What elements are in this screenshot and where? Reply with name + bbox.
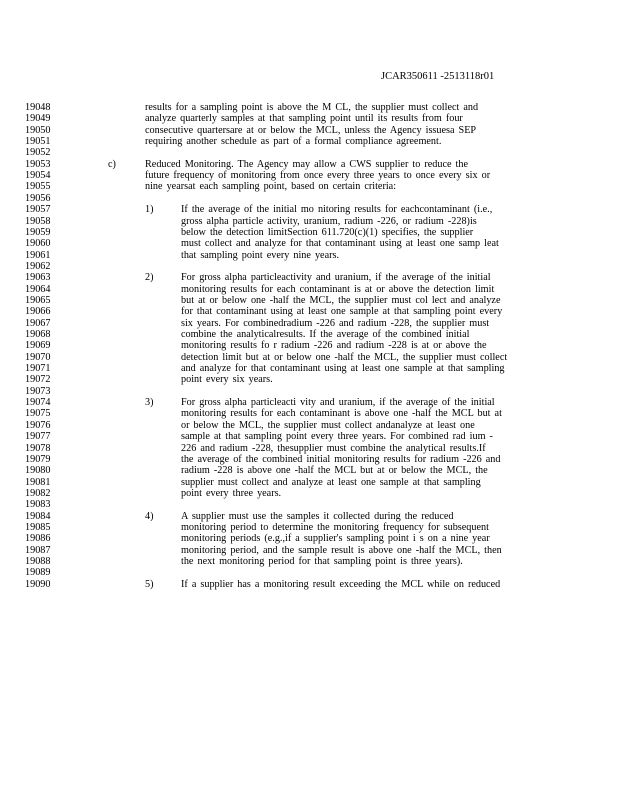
list-marker: 3) <box>145 397 154 409</box>
line-number: 19084 <box>25 510 51 522</box>
line-text: point every three years. <box>181 487 282 499</box>
list-marker: c) <box>108 158 116 170</box>
line-number: 19082 <box>25 487 51 499</box>
line-number: 19087 <box>25 544 51 556</box>
line-text: monitoring results fo r radium -226 and radium -228 is at or above the <box>181 340 487 352</box>
line-number: 19052 <box>25 147 51 159</box>
line-number: 19070 <box>25 351 51 363</box>
line-text: monitoring period to determine the monitoring frequency for subsequent <box>181 521 489 533</box>
line-number: 19055 <box>25 181 51 193</box>
line-number: 19063 <box>25 272 51 284</box>
line-number: 19057 <box>25 204 51 216</box>
line-number: 19061 <box>25 249 51 261</box>
line-text: must collect and analyze for that contaminant using at least one samp leat <box>181 238 499 250</box>
line-text: the average of the combined initial monitoring results for radium -226 and <box>181 453 501 465</box>
line-text: sample at that sampling point every three years. For combined rad ium - <box>181 431 493 443</box>
line-text: 226 and radium -228, thesupplier must combine the analytical results.If <box>181 442 486 454</box>
line-number: 19054 <box>25 170 51 182</box>
line-number: 19062 <box>25 260 51 272</box>
line-number: 19078 <box>25 442 51 454</box>
line-number: 19088 <box>25 556 51 567</box>
line-text: A supplier must use the samples it collected during the reduced <box>181 510 454 522</box>
line-text: six years. For combinedradium -226 and radium -228, the supplier must <box>181 317 490 329</box>
line-text: that sampling point every nine years. <box>181 249 340 261</box>
line-text: detection limit but at or below one -half the MCL, the supplier must collect <box>181 351 508 363</box>
line-text: for that contaminant using at least one sample at that sampling point every <box>181 306 503 318</box>
line-number: 19049 <box>25 113 51 125</box>
line-number: 19048 <box>25 102 51 113</box>
line-text: monitoring period, and the sample result is above one -half the MCL, then <box>181 544 502 556</box>
line-number: 19089 <box>25 567 51 579</box>
line-number: 19059 <box>25 226 51 238</box>
line-text: future frequency of monitoring from once every three years to once every six or <box>145 170 491 182</box>
line-text: point every six years. <box>181 374 273 386</box>
line-number: 19066 <box>25 306 51 318</box>
line-number: 19060 <box>25 238 51 250</box>
line-text: If the average of the initial mo nitoring results for eachcontaminant (i.e., <box>181 204 493 216</box>
line-number: 19074 <box>25 397 51 409</box>
list-marker: 2) <box>145 272 154 284</box>
line-number: 19086 <box>25 533 51 545</box>
line-number: 19077 <box>25 431 51 443</box>
line-text: consecutive quartersare at or below the MCL, unless the Agency issuesa SEP <box>145 124 477 136</box>
line-number: 19067 <box>25 317 51 329</box>
line-number: 19081 <box>25 476 51 488</box>
line-text: nine yearsat each sampling point, based on certain criteria: <box>145 181 397 193</box>
line-text: gross alpha particle activity, uranium, radium -226, or radium -228)is <box>181 215 477 227</box>
line-text: analyze quarterly samples at that sampling point until its results from four <box>145 113 463 125</box>
document-line <box>0 578 618 591</box>
line-number: 19065 <box>25 294 51 306</box>
line-text: combine the analyticalresults. If the average of the combined initial <box>181 329 470 340</box>
line-text: radium -228 is above one -half the MCL but at or below the MCL, the <box>181 465 488 477</box>
line-text: but at or below one -half the MCL, the supplier must col lect and analyze <box>181 294 501 306</box>
line-number: 19085 <box>25 521 51 533</box>
line-text: and analyze for that contaminant using at least one sample at that sampling <box>181 363 505 375</box>
line-text: or below the MCL, the supplier must collect andanalyze at least one <box>181 419 475 431</box>
line-number: 19068 <box>25 329 51 340</box>
line-number: 19075 <box>25 408 51 420</box>
line-text: Reduced Monitoring. The Agency may allow a CWS supplier to reduce the <box>145 158 468 170</box>
line-number: 19056 <box>25 192 51 204</box>
line-number: 19083 <box>25 499 51 511</box>
line-number: 19090 <box>25 578 51 590</box>
line-text: below the detection limitSection 611.720(c)(1) specifies, the supplier <box>181 226 474 238</box>
line-number: 19053 <box>25 158 51 170</box>
line-text: the next monitoring period for that sampling point is three years). <box>181 556 463 567</box>
line-number: 19073 <box>25 385 51 397</box>
line-number: 19058 <box>25 215 51 227</box>
line-number: 19080 <box>25 465 51 477</box>
list-marker: 5) <box>145 578 154 590</box>
line-number: 19079 <box>25 453 51 465</box>
line-number: 19069 <box>25 340 51 352</box>
line-number: 19071 <box>25 363 51 375</box>
list-marker: 1) <box>145 204 154 216</box>
line-text: monitoring results for each contaminant is at or above the detection limit <box>181 283 495 295</box>
line-text: If a supplier has a monitoring result exceeding the MCL while on reduced <box>181 578 501 590</box>
line-text: requiring another schedule as part of a formal compliance agreement. <box>145 136 442 148</box>
line-text: supplier must collect and analyze at least one sample at that sampling <box>181 476 481 488</box>
line-number: 19076 <box>25 419 51 431</box>
line-text: monitoring periods (e.g.,if a supplier's sampling point i s on a nine year <box>181 533 490 545</box>
line-number: 19072 <box>25 374 51 386</box>
line-text: monitoring results for each contaminant is above one -half the MCL but at <box>181 408 502 420</box>
line-number: 19051 <box>25 136 51 148</box>
line-number: 19050 <box>25 124 51 136</box>
line-text: For gross alpha particleacti vity and uranium, if the average of the initial <box>181 397 495 409</box>
list-marker: 4) <box>145 510 154 522</box>
document-header-id: JCAR350611 -2513118r01 <box>381 71 495 82</box>
line-text: For gross alpha particleactivity and uranium, if the average of the initial <box>181 272 491 284</box>
line-text: results for a sampling point is above the M CL, the supplier must collect and <box>145 102 479 113</box>
line-number: 19064 <box>25 283 51 295</box>
